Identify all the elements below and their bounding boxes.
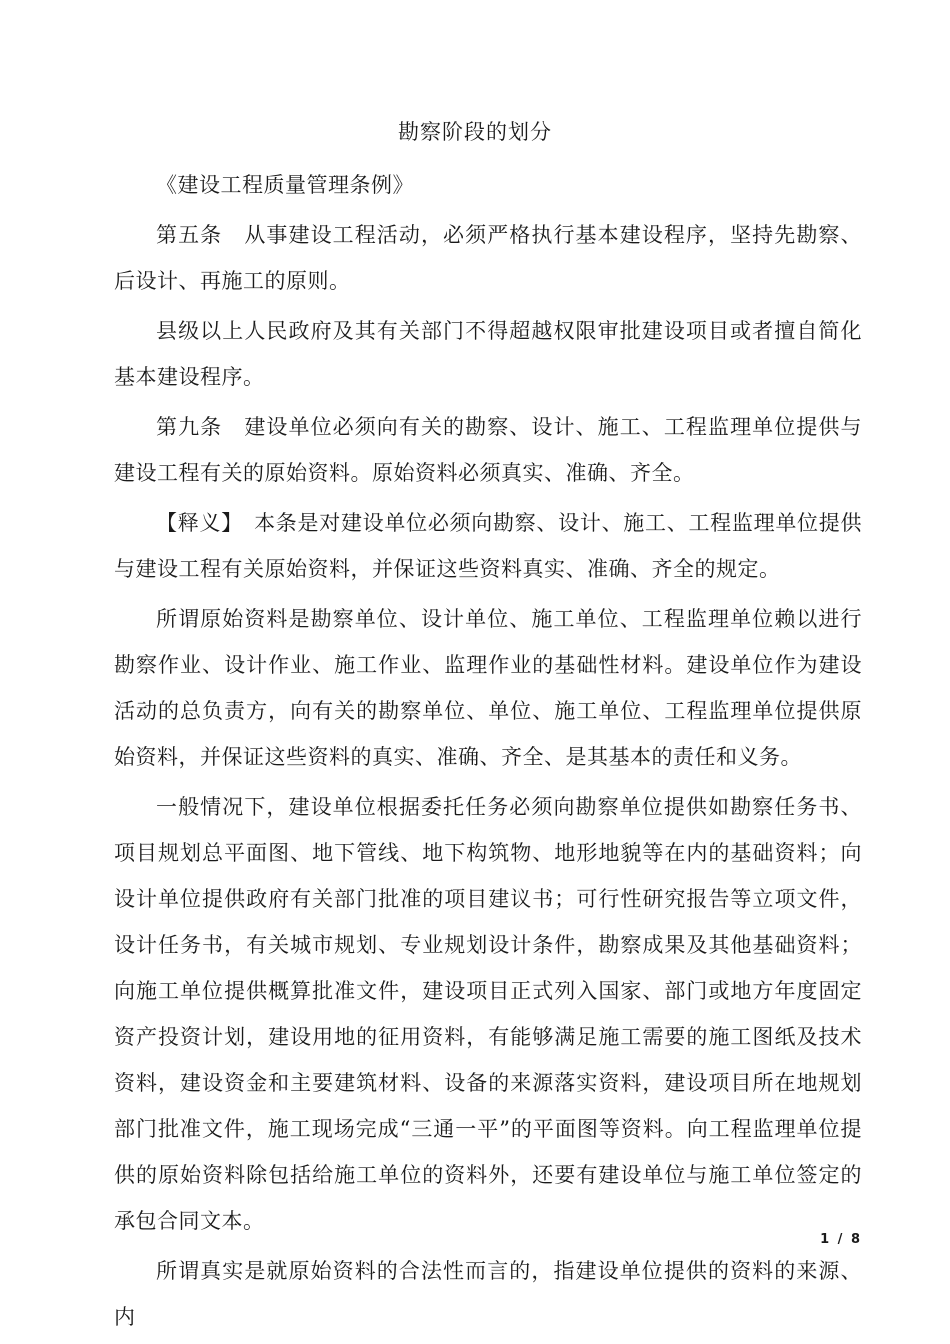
paragraph-authenticity: 所谓真实是就原始资料的合法性而言的，指建设单位提供的资料的来源、内 xyxy=(114,1259,862,1329)
paragraph-interpretation: 【释义】 本条是对建设单位必须向勘察、设计、施工、工程监理单位提供与建设工程有关原始资料，并保证这些资料真实、准确、齐全的规定。 xyxy=(114,511,862,581)
document-title: 勘察阶段的划分 xyxy=(398,120,552,144)
paragraph-regulation-name: 《建设工程质量管理条例》 xyxy=(156,173,414,197)
paragraph-article-9: 第九条 建设单位必须向有关的勘察、设计、施工、工程监理单位提供与建设工程有关的原始资料。原始资料必须真实、准确、齐全。 xyxy=(114,415,862,485)
document-body xyxy=(114,162,862,1344)
paragraph-general-situation: 一般情况下，建设单位根据委托任务必须向勘察单位提供如勘察任务书、项目规划总平面图、地下管线、地下构筑物、地形地貌等在内的基础资料；向设计单位提供政府有关部门批准的项目建议书；可行性研究报告等立项文件，设计任务书，有关城市规划、专业规划设计条件，勘察成果及其他基础资料；向施工单位提供概算批准文件，建设项目正式列入国家、部门或地方年度固定资产投资计划，建设用地的征用资料，有能够满足施工需要的施工图纸及技术资料，建设资金和主要建筑材料、设备的来源落实资料，建设项目所在地规划部门批准文件，施工现场完成“三通一平”的平面图等资料。向工程监理单位提供的原始资料除包括给施工单位的资料外，还要有建设单位与施工单位签定的承包合同文本。 xyxy=(114,795,862,1233)
paragraph-original-materials: 所谓原始资料是勘察单位、设计单位、施工单位、工程监理单位赖以进行勘察作业、设计作业、施工作业、监理作业的基础性材料。建设单位作为建设活动的总负责方，向有关的勘察单位、单位、施工单位、工程监理单位提供原始资料，并保证这些资料的真实、准确、齐全、是其基本的责任和义务。 xyxy=(114,607,862,769)
paragraph-article-5-county: 县级以上人民政府及其有关部门不得超越权限审批建设项目或者擅自简化基本建设程序。 xyxy=(114,319,862,389)
paragraph-article-5: 第五条 从事建设工程活动，必须严格执行基本建设程序，坚持先勘察、后设计、再施工的原则。 xyxy=(114,223,862,293)
page-number: 1 / 8 xyxy=(820,1232,862,1247)
